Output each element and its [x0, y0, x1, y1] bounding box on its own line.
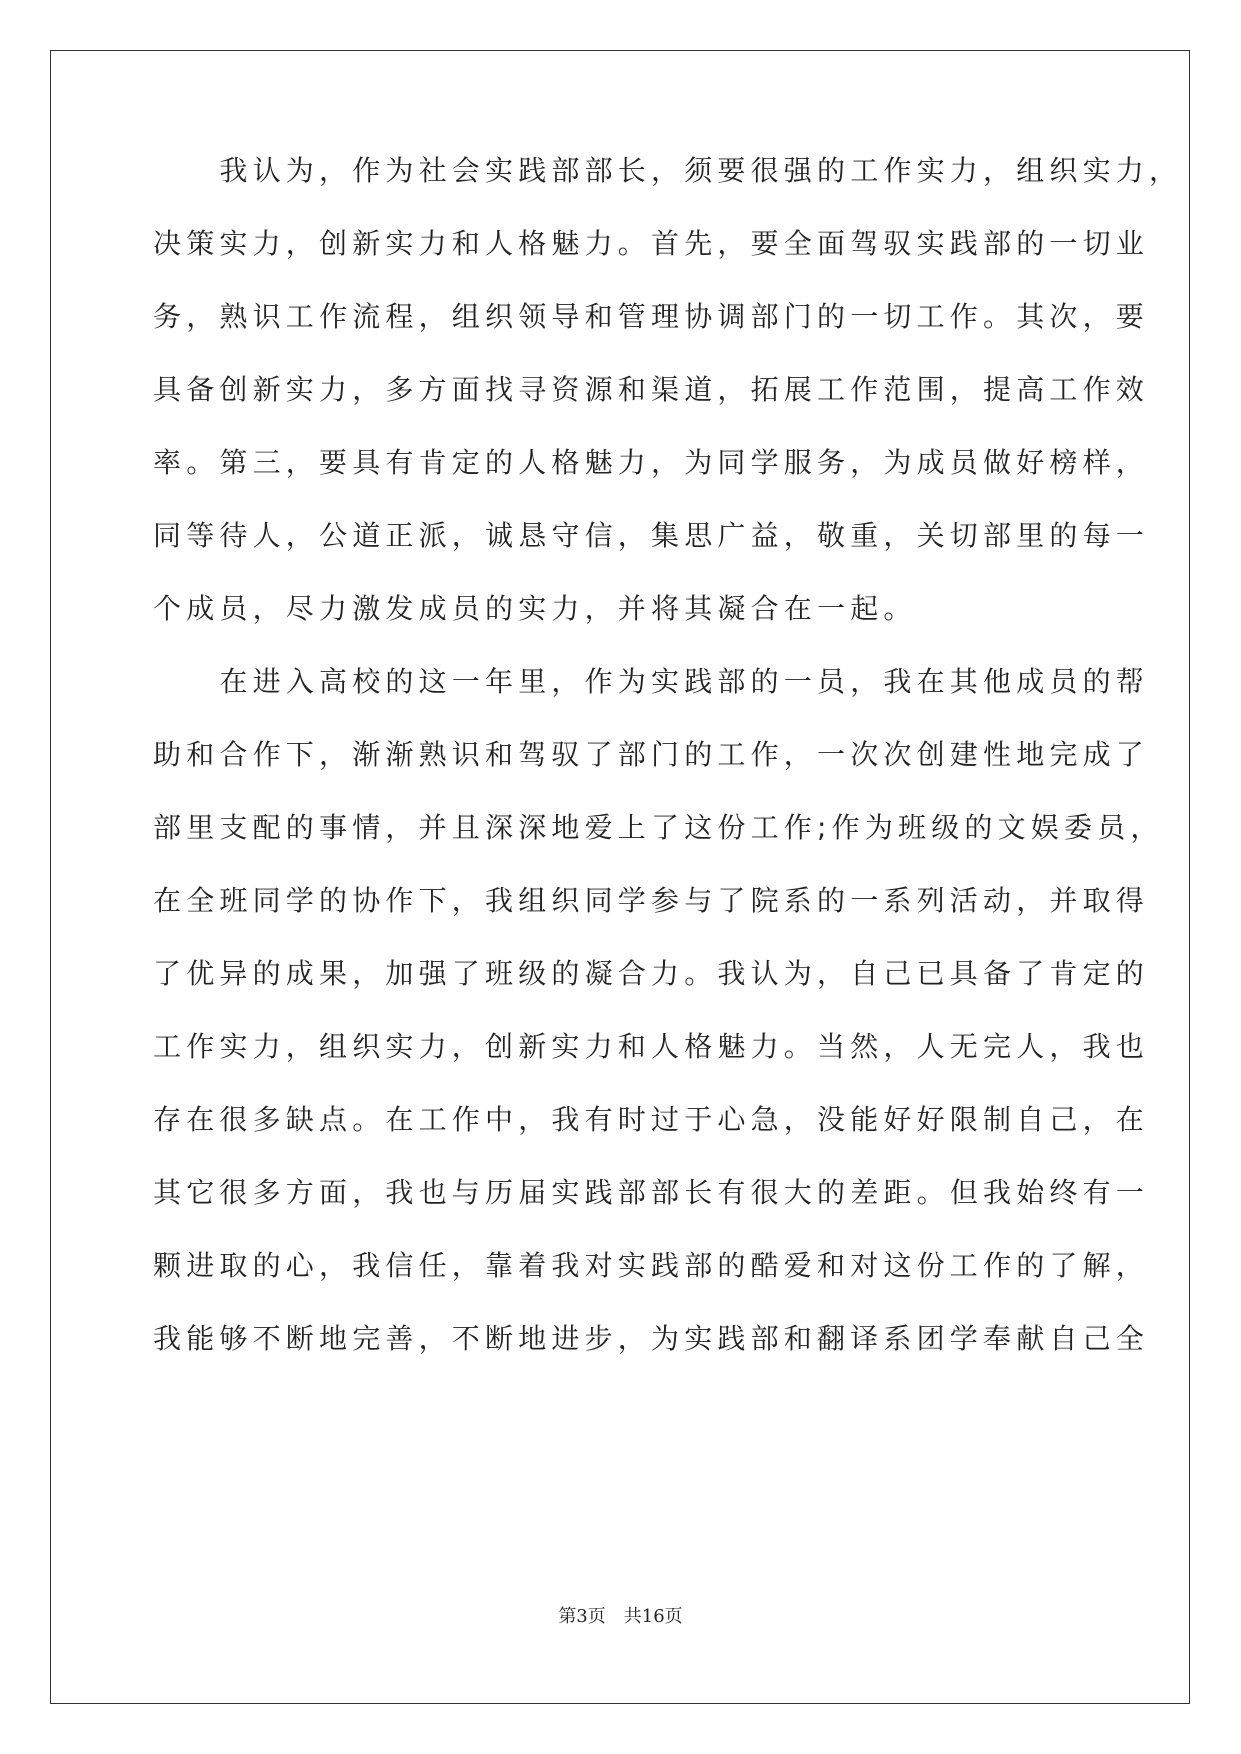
- paragraph-1-line: 个成员，尽力激发成员的实力，并将其凝合在一起。: [153, 592, 917, 625]
- paragraph-1-line: 务，熟识工作流程，组织领导和管理协调部门的一切工作。其次，要: [153, 300, 1150, 333]
- paragraph-2-line: 存在很多缺点。在工作中，我有时过于心急，没能好好限制自己，在: [153, 1103, 1150, 1136]
- paragraph-1-line: 率。第三，要具有肯定的人格魅力，为同学服务，为成员做好榜样，: [153, 446, 1150, 479]
- paragraph-2-line: 在进入高校的这一年里，作为实践部的一员，我在其他成员的帮: [153, 665, 1150, 698]
- paragraph-1-line: 我认为，作为社会实践部部长，须要很强的工作实力，组织实力，: [153, 154, 1183, 187]
- page-total: 共16页: [623, 1606, 683, 1627]
- page-border: [50, 50, 1190, 1704]
- paragraph-2-line: 助和合作下，渐渐熟识和驾驭了部门的工作，一次次创建性地完成了: [153, 738, 1150, 771]
- paragraph-2-line: 工作实力，组织实力，创新实力和人格魅力。当然，人无完人，我也: [153, 1030, 1150, 1063]
- paragraph-2-line: 其它很多方面，我也与历届实践部部长有很大的差距。但我始终有一: [153, 1176, 1150, 1209]
- paragraph-1-line: 具备创新实力，多方面找寻资源和渠道，拓展工作范围，提高工作效: [153, 373, 1150, 406]
- paragraph-1-line: 决策实力，创新实力和人格魅力。首先，要全面驾驭实践部的一切业: [153, 227, 1150, 260]
- paragraph-2-line: 颗进取的心，我信任，靠着我对实践部的酷爱和对这份工作的了解，: [153, 1249, 1150, 1282]
- page-number: 第3页: [558, 1606, 606, 1627]
- paragraph-2-line: 部里支配的事情，并且深深地爱上了这份工作;作为班级的文娱委员，: [153, 811, 1164, 844]
- paragraph-1-line: 同等待人，公道正派，诚恳守信，集思广益，敬重，关切部里的每一: [153, 519, 1150, 552]
- paragraph-2-line: 了优异的成果，加强了班级的凝合力。我认为，自己已具备了肯定的: [153, 957, 1150, 990]
- page-footer: [0, 1602, 1241, 1628]
- paragraph-2-line: 我能够不断地完善，不断地进步，为实践部和翻译系团学奉献自己全: [153, 1322, 1150, 1355]
- paragraph-2-line: 在全班同学的协作下，我组织同学参与了院系的一系列活动，并取得: [153, 884, 1150, 917]
